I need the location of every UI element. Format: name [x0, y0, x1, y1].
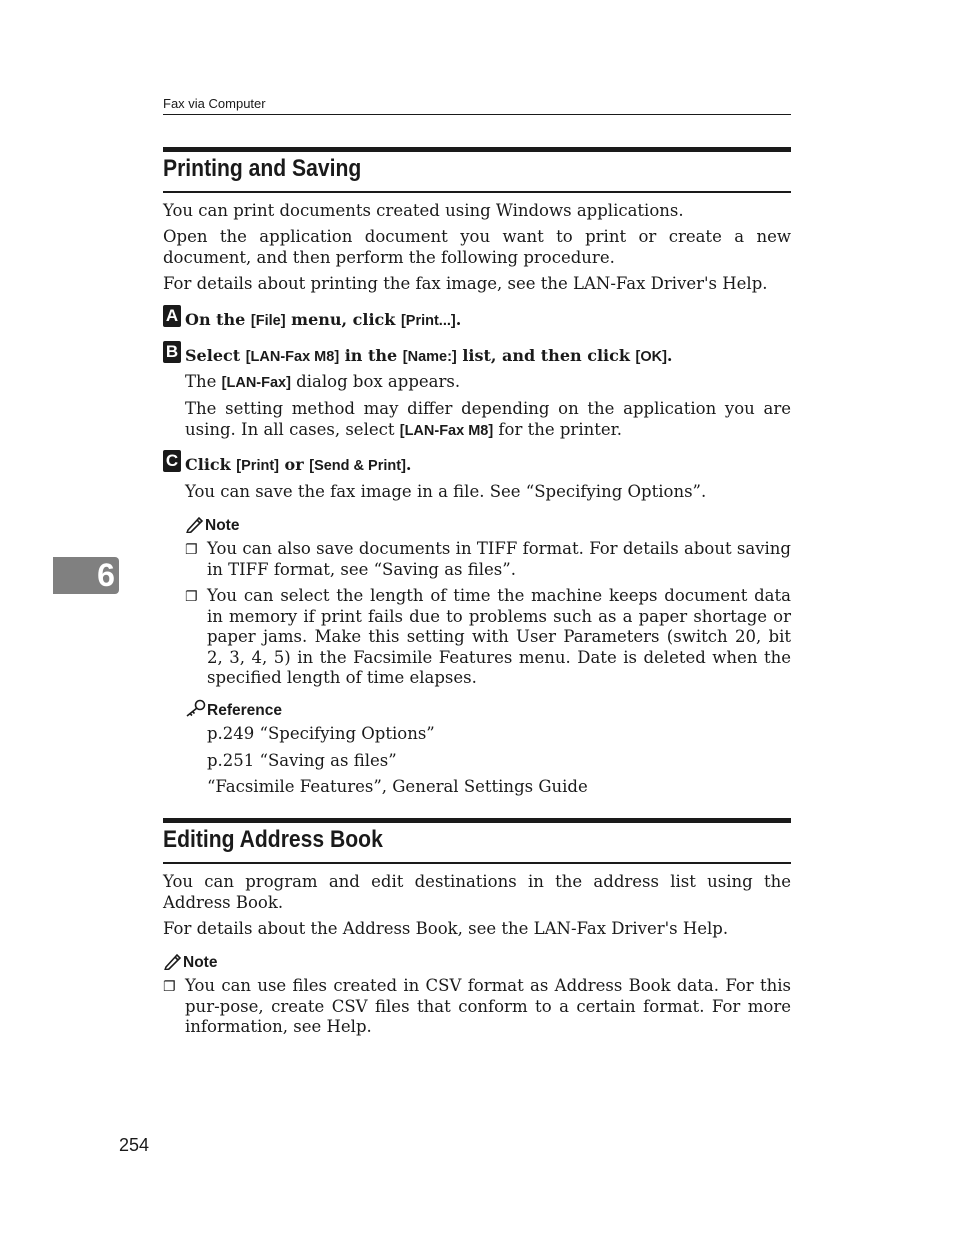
paragraph: You can program and edit destinations in the address list using the Address Book.: [163, 872, 791, 912]
step-3-badge: C: [163, 450, 181, 472]
step-text-segment: On the: [185, 310, 251, 329]
step-2-instruction: [185, 346, 673, 365]
note-heading: [185, 515, 239, 535]
reference-link[interactable]: p.249 “Specifying Options”: [207, 724, 435, 743]
ui-label-print: [Print]: [236, 458, 279, 474]
step-text-segment: .: [666, 346, 673, 365]
note-label: Note: [205, 517, 240, 534]
ui-label-file: [File]: [250, 313, 286, 329]
note-item: You can also save documents in TIFF format. For details about saving in TIFF format, see “Saving as files”.: [207, 539, 791, 579]
reference-heading: [185, 699, 282, 720]
key-icon: [185, 699, 207, 717]
checkbox-icon: ❐: [185, 542, 198, 558]
section-bottom-rule: [163, 862, 791, 864]
ui-label-lan-fax-m8: [LAN-Fax M8]: [245, 349, 340, 365]
reference-link[interactable]: p.251 “Saving as files”: [207, 751, 397, 770]
pencil-icon: [163, 952, 183, 970]
step-2-badge: B: [163, 341, 181, 363]
ui-label-name: [Name:]: [402, 349, 457, 365]
text-segment: dialog box appears.: [290, 372, 461, 391]
ui-label-lan-fax: [LAN-Fax]: [221, 375, 291, 391]
step-text-segment: .: [455, 310, 462, 329]
step-1-badge: A: [163, 305, 181, 327]
header-rule: [163, 114, 791, 115]
note-item: You can select the length of time the machine keeps document data in memory if print fails due to problems such as a paper shortage or paper jams. Make this setting with User Parameters (switch 20, bit 2, 3, 4, 5) in the Facsimile Features menu. Date is deleted when the specified length of time elapses.: [207, 586, 791, 687]
step-2-detail: [185, 399, 791, 441]
paragraph: For details about printing the fax image, see the LAN-Fax Driver's Help.: [163, 274, 768, 293]
paragraph: Open the application document you want to print or create a new document, and then perform the following procedure.: [163, 227, 791, 267]
section-top-rule: [163, 818, 791, 823]
running-header: Fax via Computer: [163, 96, 266, 111]
note-heading: [163, 952, 217, 972]
step-text-segment: .: [405, 455, 412, 474]
section-title-editing-address-book: Editing Address Book: [163, 826, 383, 853]
reference-label: Reference: [207, 702, 282, 719]
step-text-segment: list, and then click: [456, 346, 636, 365]
step-text-segment: in the: [339, 346, 403, 365]
section-title-printing-saving: Printing and Saving: [163, 155, 362, 182]
step-3-instruction: [185, 455, 411, 474]
step-2-detail: [185, 372, 791, 394]
ui-label-lan-fax-m8: [LAN-Fax M8]: [399, 422, 494, 439]
checkbox-icon: ❐: [185, 589, 198, 605]
paragraph: You can print documents created using Windows applications.: [163, 201, 684, 220]
text-segment: for the printer.: [493, 419, 622, 439]
note-item: You can use files created in CSV format as Address Book data. For this pur-pose, create CSV files that conform to a certain format. For more information, see Help.: [185, 976, 791, 1036]
section-bottom-rule: [163, 191, 791, 193]
step-text-segment: Click: [185, 455, 237, 474]
ui-label-ok: [OK]: [635, 349, 667, 365]
reference-link[interactable]: “Facsimile Features”, General Settings Guide: [207, 777, 588, 796]
section-top-rule: [163, 147, 791, 152]
chapter-number: 6: [97, 557, 115, 593]
step-text-segment: menu, click: [285, 310, 401, 329]
ui-label-print: [Print...]: [400, 313, 456, 329]
paragraph: For details about the Address Book, see the LAN-Fax Driver's Help.: [163, 919, 729, 938]
text-segment: The setting method may differ depending on the application you are using. In all cases, select: [185, 399, 791, 439]
page-number: 254: [119, 1135, 150, 1155]
step-text-segment: Select: [185, 346, 246, 365]
checkbox-icon: ❐: [163, 979, 176, 995]
note-label: Note: [183, 954, 218, 971]
ui-label-send-print: [Send & Print]: [309, 458, 406, 474]
step-text-segment: or: [278, 455, 310, 474]
text-segment: The: [185, 372, 222, 391]
pencil-icon: [185, 515, 205, 533]
step-1-instruction: [185, 310, 461, 329]
step-3-detail: You can save the fax image in a file. See “Specifying Options”.: [185, 482, 707, 501]
